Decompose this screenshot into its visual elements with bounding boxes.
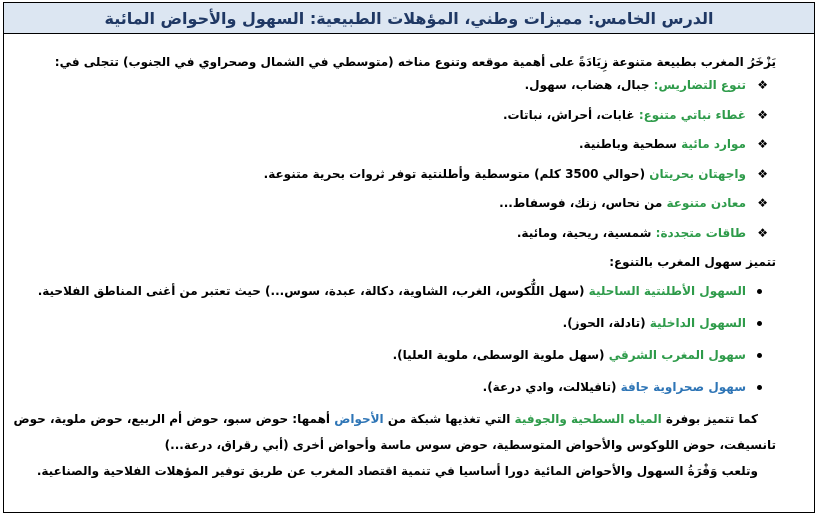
dot-bullet-icon bbox=[757, 353, 762, 358]
diamond-bullet-icon: ❖ bbox=[757, 225, 768, 240]
qualities-list bbox=[16, 78, 776, 255]
title-bar bbox=[4, 3, 814, 34]
quality-detail: غابات، أحراش، نباتات. bbox=[502, 107, 639, 122]
plain-item-east bbox=[16, 348, 776, 380]
dot-bullet-icon bbox=[757, 289, 762, 294]
quality-item-water bbox=[16, 137, 776, 167]
quality-item-coasts bbox=[16, 167, 776, 197]
waters-text: أهمها: حوض سبو، حوض أم الربيع، حوض ملوية، حوض bbox=[13, 412, 335, 426]
closing-text: وتلعب وَفْرَةُ السهول والأحواض المائية دورا أساسيا في تنمية اقتصاد المغرب عن طريق توفير المؤهلات الفلاحية والصناعية. bbox=[36, 464, 758, 478]
plain-term: سهول صحراوية جافة bbox=[620, 380, 746, 394]
quality-detail: جبال، هضاب، سهول. bbox=[524, 78, 654, 92]
quality-detail: من نحاس، زنك، فوسفاط... bbox=[499, 196, 667, 210]
waters-line-1 bbox=[13, 412, 776, 438]
diamond-bullet-icon: ❖ bbox=[757, 107, 768, 122]
waters-paragraph bbox=[13, 412, 776, 464]
quality-term: معادن متنوعة bbox=[666, 196, 746, 210]
plain-detail: (تافيلالت، وادي درعة). bbox=[482, 380, 621, 394]
plains-title: تتميز سهول المغرب بالتنوع: bbox=[609, 255, 776, 269]
quality-detail: سطحية وباطنية. bbox=[578, 137, 682, 151]
quality-term: غطاء نباتي متنوع: bbox=[638, 107, 746, 122]
quality-detail: شمسية، ريحية، ومائية. bbox=[516, 225, 656, 240]
waters-line-2: تانسيفت، حوض اللوكوس والأحواض المتوسطية، حوض سوس ماسة وأحواض أخرى (أبي رقراق، درعة...) bbox=[164, 438, 776, 452]
quality-item-energy bbox=[16, 226, 776, 256]
diamond-bullet-icon: ❖ bbox=[757, 137, 768, 151]
quality-term: تنوع التضاريس: bbox=[653, 78, 746, 92]
quality-term: طاقات متجددة: bbox=[655, 225, 746, 240]
diamond-bullet-icon: ❖ bbox=[757, 166, 768, 181]
plain-detail: (سهل اللُّكوس، الغرب، الشاوية، دكالة، عبدة، سوس...) حيث تعتبر من أغنى المناطق الفلاحية. bbox=[37, 284, 589, 298]
lesson-content bbox=[4, 55, 814, 512]
dot-bullet-icon bbox=[757, 321, 762, 326]
quality-item-vegetation bbox=[16, 108, 776, 138]
diamond-bullet-icon: ❖ bbox=[757, 196, 768, 210]
plain-term: السهول الداخلية bbox=[649, 316, 746, 330]
quality-term: واجهتان بحريتان bbox=[649, 166, 746, 181]
quality-term: موارد مائية bbox=[681, 137, 746, 151]
quality-item-minerals bbox=[16, 196, 776, 226]
plain-item-atlantic bbox=[16, 284, 776, 316]
dot-bullet-icon bbox=[757, 385, 762, 390]
quality-item-relief bbox=[16, 78, 776, 108]
waters-term: المياه السطحية والجوفية bbox=[514, 412, 662, 426]
plain-detail: (تادلة، الحوز). bbox=[562, 316, 650, 330]
plain-term: السهول الأطلنتية الساحلية bbox=[588, 284, 746, 298]
lesson-sheet bbox=[3, 2, 815, 513]
plains-list bbox=[16, 284, 776, 412]
diamond-bullet-icon: ❖ bbox=[757, 78, 768, 92]
plain-term: سهول المغرب الشرقي bbox=[608, 348, 746, 362]
basins-term: الأحواض bbox=[334, 412, 384, 426]
plain-item-interior bbox=[16, 316, 776, 348]
waters-text: كما تتميز بوفرة bbox=[661, 412, 758, 426]
intro-text: يَزْخَرُ المغرب بطبيعة متنوعة زِيَادَةً على أهمية موقعه وتنوع مناخه (متوسطي في الشمال وصحراوي في الجنوب) تتجلى في: bbox=[54, 55, 776, 69]
waters-text: التي تغذيها شبكة من bbox=[383, 412, 515, 426]
plain-item-desert bbox=[16, 380, 776, 412]
plain-detail: (سهل ملوية الوسطى، ملوية العليا). bbox=[392, 348, 609, 362]
lesson-title: الدرس الخامس: مميزات وطني، المؤهلات الطبيعية: السهول والأحواض المائية bbox=[104, 8, 714, 28]
quality-detail: (حوالي 3500 كلم) متوسطية وأطلنتية توفر ثروات بحرية متنوعة. bbox=[263, 166, 650, 181]
